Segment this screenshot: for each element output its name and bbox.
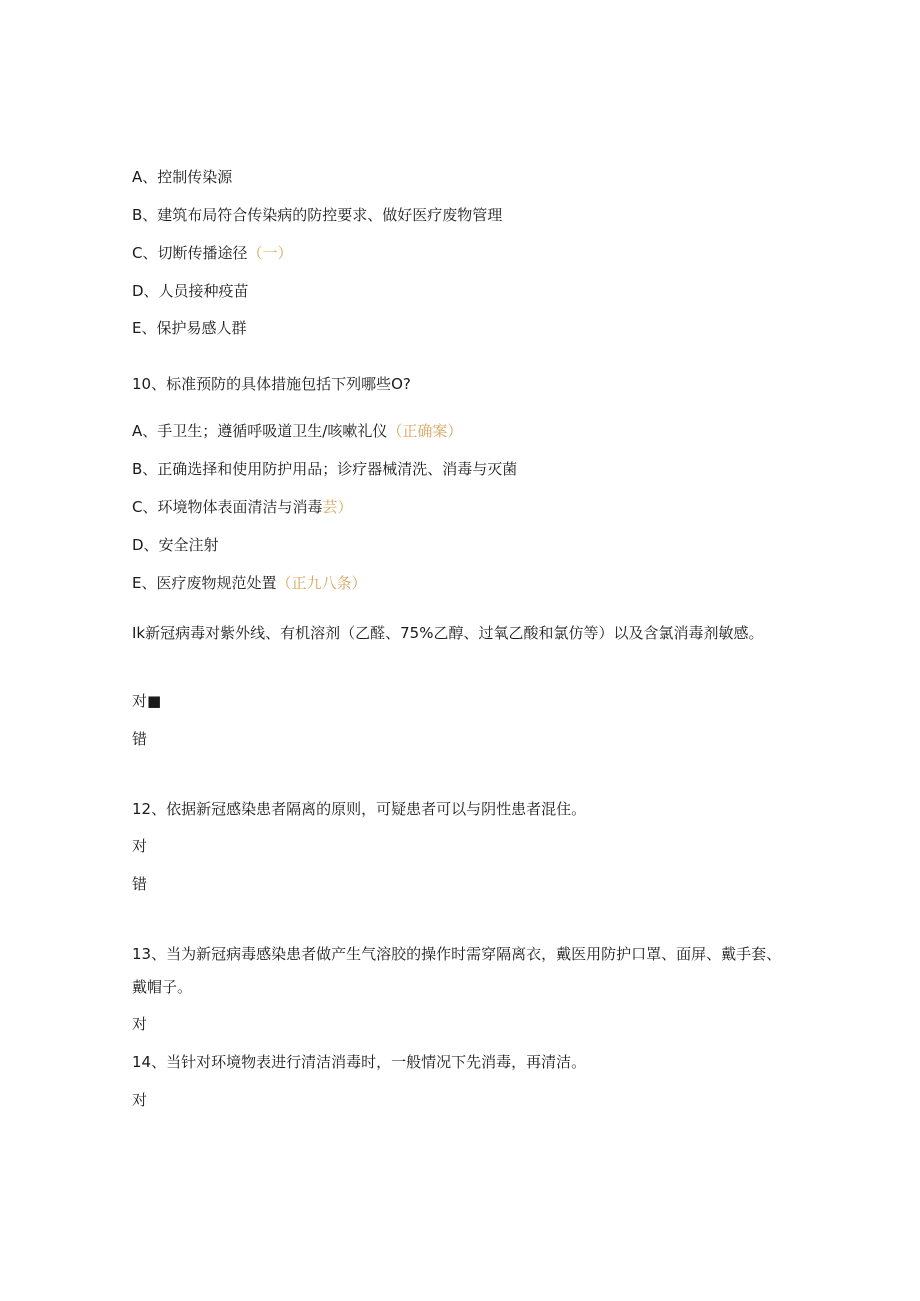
answer-mark: （正确案） — [387, 422, 463, 440]
option-text: B、正确选择和使用防护用品；诊疗器械清洗、消毒与灭菌 — [132, 460, 518, 478]
q12-false-option: 错 — [132, 875, 148, 893]
option-text: A、手卫生；遵循呼吸道卫生/咳嗽礼仪 — [132, 422, 388, 440]
answer-mark: 芸） — [322, 498, 353, 516]
q9-option-e — [132, 318, 246, 338]
q10-option-e — [132, 573, 367, 593]
q11-false-option: 错 — [132, 730, 148, 748]
q13-question: 13、当为新冠病毒感染患者做产生气溶胶的操作时需穿隔离衣，戴医用防护口罩、面屏、戴手套、戴帽子。 — [132, 945, 782, 996]
q12-true-option: 对 — [132, 837, 148, 855]
q9-option-d — [132, 281, 249, 301]
q10-option-c — [132, 497, 353, 517]
option-text: E、保护易感人群 — [132, 319, 247, 337]
option-text: C、切断传播途径 — [132, 244, 248, 262]
q10-option-b — [132, 459, 517, 479]
option-text: D、安全注射 — [132, 536, 219, 554]
q10-option-d — [132, 535, 219, 555]
q11-true-option: 对■ — [132, 692, 162, 710]
option-text: D、人员接种疫苗 — [132, 282, 249, 300]
q14-true-option: 对 — [132, 1091, 148, 1109]
option-text: B、建筑布局符合传染病的防控要求、做好医疗废物管理 — [132, 206, 503, 224]
q13-true-option: 对 — [132, 1015, 148, 1033]
q10-question: 10、标准预防的具体措施包括下列哪些O? — [132, 375, 411, 393]
q11-question: Ik新冠病毒对紫外线、有机溶剂（乙醛、75%乙醇、过氧乙酸和氯仿等）以及含氯消毒剂敏感。 — [132, 624, 764, 642]
option-text: A、控制传染源 — [132, 168, 233, 186]
q9-option-b — [132, 205, 502, 225]
q14-question: 14、当针对环境物表进行清洁消毒时，一般情况下先消毒，再清洁。 — [132, 1053, 587, 1071]
q9-option-c — [132, 243, 293, 263]
q9-option-a — [132, 167, 232, 187]
q10-option-a — [132, 421, 462, 441]
option-text: E、医疗废物规范处置 — [132, 574, 277, 592]
option-text: C、环境物体表面清洁与消毒 — [132, 498, 323, 516]
answer-mark: （一） — [247, 244, 293, 262]
answer-mark: （正九八条） — [276, 574, 367, 592]
q12-question: 12、依据新冠感染患者隔离的原则，可疑患者可以与阴性患者混住。 — [132, 800, 587, 818]
